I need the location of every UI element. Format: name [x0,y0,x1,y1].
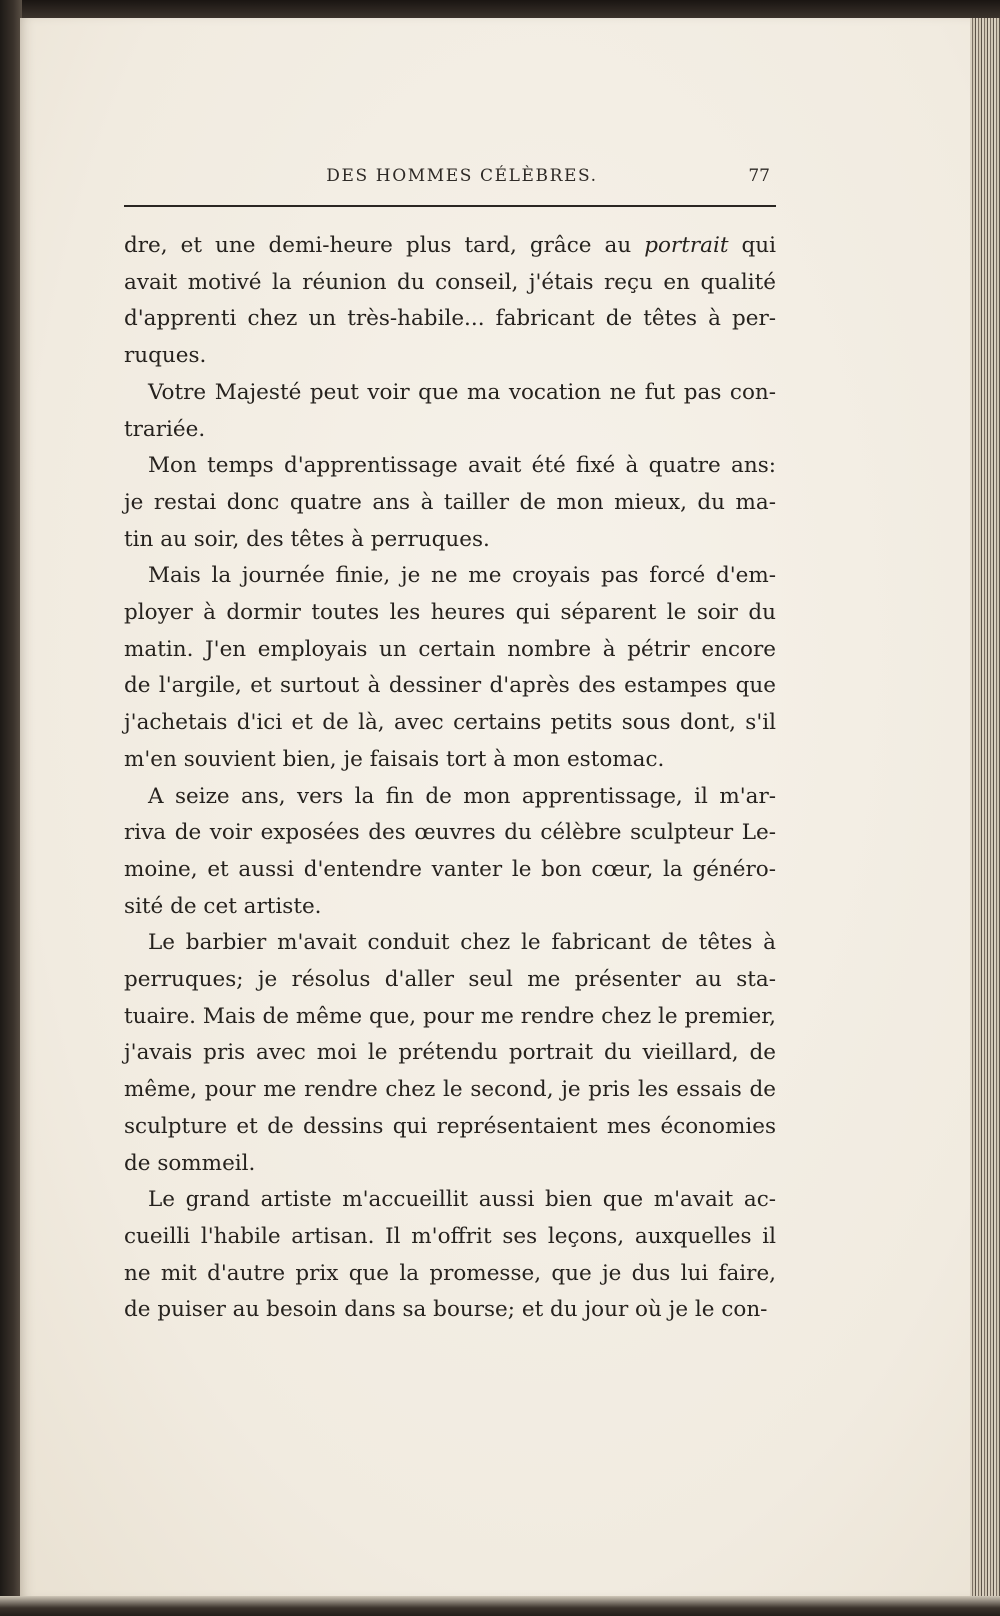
text-line: moine, et aussi d'entendre vanter le bon cœur, la généro- [124,856,776,882]
header-rule [124,205,776,207]
text-line: sculpture et de dessins qui représentaient mes économies [124,1113,776,1139]
text-line: sité de cet artiste. [124,893,322,919]
text-line: cueilli l'habile artisan. Il m'offrit ses leçons, auxquelles il [124,1223,776,1249]
text-line: d'apprenti chez un très-habile... fabricant de têtes à per- [124,306,776,332]
text-run: qui [728,233,776,258]
page-edges [970,18,1000,1616]
paragraph [124,558,776,778]
text-line: avait motivé la réunion du conseil, j'étais reçu en qualité [124,269,776,295]
book-top-edge [0,0,1000,18]
text-line: trariée. [124,416,206,442]
emphasized-word: portrait [644,233,729,258]
text-line: tin au soir, des têtes à perruques. [124,526,490,552]
text-line: j'achetais d'ici et de là, avec certains petits sous dont, s'il [124,710,776,736]
running-header [20,166,970,192]
text-line: ruques. [124,343,207,369]
text-line: ne mit d'autre prix que la promesse, que je dus lui faire, [124,1260,776,1286]
paragraph [124,375,776,448]
text-line: de puiser au besoin dans sa bourse; et du jour où je le con- [124,1297,768,1323]
text-line: Mais la journée finie, je ne me croyais pas forcé d'em- [148,563,776,589]
paragraph [124,1182,776,1329]
page-number: 77 [748,166,770,186]
text-line: m'en souvient bien, je faisais tort à mon estomac. [124,746,665,772]
running-title: DES HOMMES CÉLÈBRES. [326,166,598,186]
paragraph [124,228,776,375]
book-page [20,18,970,1598]
text-line: perruques; je résolus d'aller seul me présenter au sta- [124,967,776,993]
text-line: je restai donc quatre ans à tailler de mon mieux, du ma- [124,489,776,515]
body-text [124,228,776,1329]
text-line: matin. J'en employais un certain nombre à pétrir encore [124,636,776,662]
text-line: tuaire. Mais de même que, pour me rendre chez le premier, [124,1003,776,1029]
text-line: Le grand artiste m'accueillit aussi bien que m'avait ac- [148,1187,776,1213]
book-spine-edge [0,0,22,1616]
text-line: j'avais pris avec moi le prétendu portrait du vieillard, de [124,1040,776,1066]
text-line: Le barbier m'avait conduit chez le fabricant de têtes à [148,930,776,956]
text-line [124,228,776,265]
text-line: A seize ans, vers la fin de mon apprentissage, il m'ar- [148,783,776,809]
text-line: ployer à dormir toutes les heures qui séparent le soir du [124,600,776,626]
text-line: de sommeil. [124,1150,256,1176]
paragraph [124,448,776,558]
text-run: dre, et une demi-heure plus tard, grâce au [124,233,645,258]
paragraph [124,925,776,1182]
text-line: Mon temps d'apprentissage avait été fixé à quatre ans: [148,453,776,479]
text-line: riva de voir exposées des œuvres du célèbre sculpteur Le- [124,820,776,846]
paragraph [124,779,776,926]
text-line: Votre Majesté peut voir que ma vocation ne fut pas con- [148,379,776,405]
book-bottom-edge [0,1596,1000,1616]
text-line: même, pour me rendre chez le second, je pris les essais de [124,1077,776,1103]
text-line: de l'argile, et surtout à dessiner d'après des estampes que [124,673,776,699]
